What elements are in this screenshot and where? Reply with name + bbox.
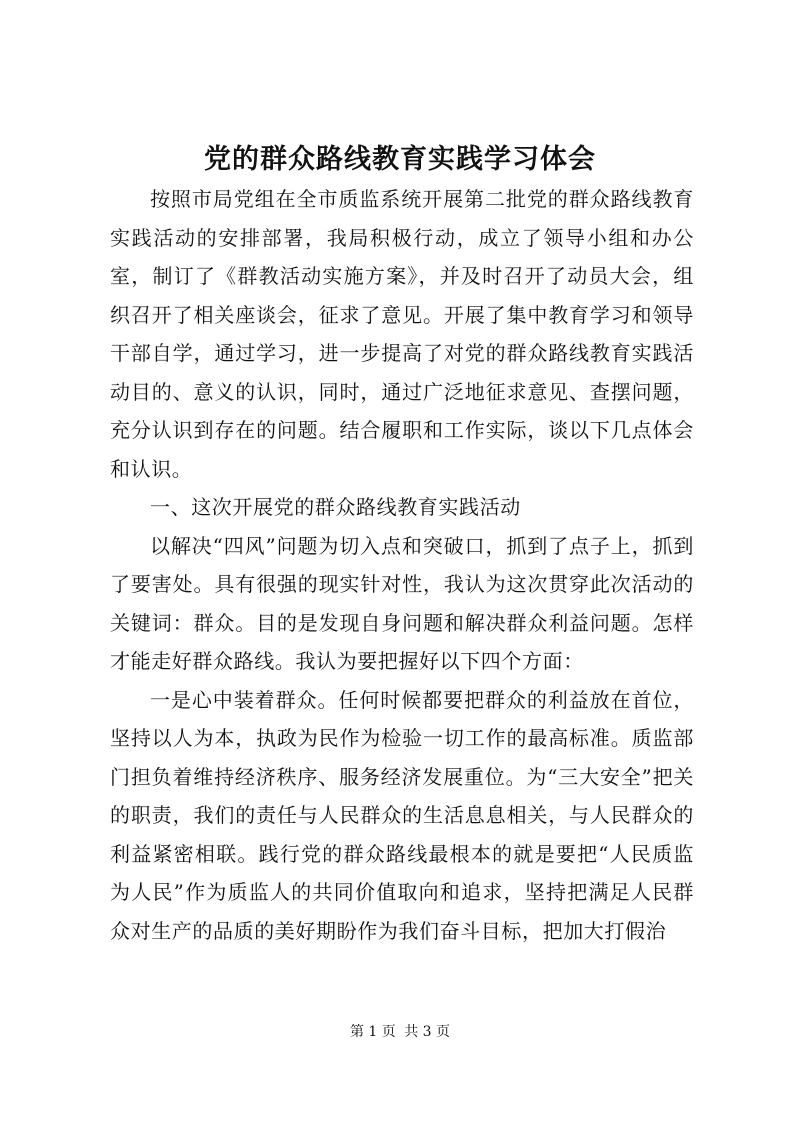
paragraph-point-one: 一是心中装着群众。任何时候都要把群众的利益放在首位，坚持以人为本，执政为民作为检验一切工作的最高标准。质监部门担负着维持经济秩序、服务经济发展重位。为“三大安全”把关的职责，我们的责任与人民群众的生活息息相关，与人民群众的利益紧密相联。践行党的群众路线最根本的就是要把“人民质监为人民”作为质监人的共同价值取向和追求，坚持把满足人民群众对生产的品质的美好期盼作为我们奋斗目标，把加大打假治: [110, 687, 694, 943]
paragraph-key-point: 以解决“四风”问题为切入点和突破口，抓到了点子上，抓到了要害处。具有很强的现实针对性，我认为这次贯穿此次活动的关键词：群众。目的是发现自身问题和解决群众利益问题。怎样才能走好群众路线。我认为要把握好以下四个方面：: [110, 533, 694, 673]
page-number-total: 共 3 页: [404, 1024, 451, 1040]
page-footer: [0, 1022, 800, 1042]
document-title: 党的群众路线教育实践学习体会: [204, 144, 596, 175]
page-number-current: 第 1 页: [349, 1024, 396, 1040]
section-heading-1: 一、这次开展党的群众路线教育实践活动: [150, 495, 521, 519]
paragraph-intro: 按照市局党组在全市质监系统开展第二批党的群众路线教育实践活动的安排部署，我局积极行动，成立了领导小组和办公室，制订了《群教活动实施方案》，并及时召开了动员大会，组织召开了相关座谈会，征求了意见。开展了集中教育学习和领导干部自学，通过学习，进一步提高了对党的群众路线教育实践活动目的、意义的认识，同时，通过广泛地征求意见、查摆问题，充分认识到存在的问题。结合履职和工作实际，谈以下几点体会和认识。: [110, 187, 694, 481]
document-body: [110, 180, 694, 950]
